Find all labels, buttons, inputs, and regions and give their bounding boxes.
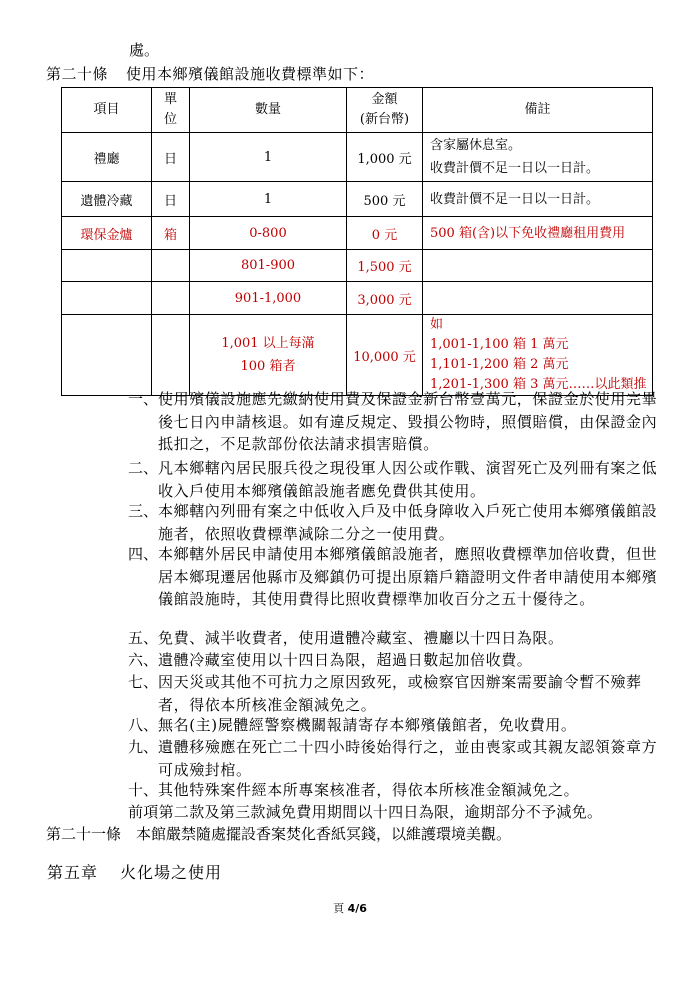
- provision-text: 無名(主)屍體經警察機關報請寄存本鄉殯儀館者，免收費用。: [158, 716, 577, 734]
- cell-item: [62, 250, 152, 282]
- qty-line: 100 箱者: [240, 359, 296, 374]
- header-quantity: 數量: [190, 88, 347, 133]
- article-20-number: 第二十條: [46, 65, 109, 83]
- top-fragment: 處。: [129, 41, 160, 59]
- cell-unit: [152, 282, 190, 315]
- table-row: [62, 250, 653, 282]
- cell-unit: [152, 250, 190, 282]
- cell-amount: 500 元: [347, 182, 423, 217]
- provision-text: 免費、減半收費者，使用遺體冷藏室、禮廳以十四日為限。: [158, 629, 564, 647]
- header-remarks: 備註: [423, 88, 653, 133]
- cell-amount: 1,500 元: [347, 250, 423, 282]
- cell-remarks: [423, 182, 653, 217]
- chapter-heading: [47, 860, 222, 883]
- fee-table-header: [62, 88, 653, 133]
- remark-line: 1,001-1,100 箱 1 萬元: [430, 337, 569, 352]
- cell-unit: 日: [152, 133, 190, 182]
- header-unit-line2: 位: [163, 112, 177, 127]
- article-21-number: 第二十一條: [46, 825, 122, 843]
- provision-text: 遺體移殮應在死亡二十四小時後始得行之，並由喪家或其親友認領簽章方可成殮封棺。: [158, 738, 658, 779]
- provision-text: 使用殯儀設施應先繳納使用費及保證金新台幣壹萬元，保證金於使用完畢後七日內申請核退。如有違反規定、毀損公物時，照價賠償，由保證金內抵扣之，不足款部份依法請求損害賠償。: [158, 390, 658, 453]
- header-item: 項目: [62, 88, 152, 133]
- remark-line: 含家屬休息室。: [430, 138, 522, 153]
- cell-item: 禮廳: [62, 133, 152, 182]
- article-21: [46, 823, 511, 845]
- header-unit-line1: 單: [163, 92, 177, 107]
- cell-item: 環保金爐: [62, 217, 152, 250]
- provision-marker: 三、: [128, 502, 159, 520]
- remark-line: 1,101-1,200 箱 2 萬元: [430, 357, 569, 372]
- provision-text: 其他特殊案件經本所專案核准者，得依本所核准金額減免之。: [158, 781, 580, 799]
- provision-marker: 一、: [128, 390, 159, 408]
- cell-unit: 箱: [152, 217, 190, 250]
- cell-remarks: [423, 217, 653, 250]
- cell-amount: 0 元: [347, 217, 423, 250]
- cell-amount: 3,000 元: [347, 282, 423, 315]
- header-amount: [347, 88, 423, 133]
- cell-item: 遺體冷藏: [62, 182, 152, 217]
- cell-remarks: [423, 315, 653, 396]
- chapter-number: 第五章: [47, 863, 99, 882]
- provision-marker: 二、: [128, 459, 159, 477]
- table-row: [62, 133, 653, 182]
- cell-amount: 1,000 元: [347, 133, 423, 182]
- table-row: [62, 282, 653, 315]
- cell-unit: 日: [152, 182, 190, 217]
- cell-item: [62, 315, 152, 396]
- cell-qty: 1: [190, 133, 347, 182]
- chapter-title: 火化場之使用: [120, 863, 223, 882]
- remark-line: 收費計價不足一日以一日計。: [430, 191, 600, 207]
- table-row: [62, 315, 653, 396]
- footer-total: 6: [359, 902, 367, 915]
- article-21-text: 本館嚴禁隨處擺設香案焚化香紙冥錢，以維護環境美觀。: [136, 825, 512, 843]
- header-unit: [152, 88, 190, 133]
- fee-table: [61, 87, 653, 396]
- provision-marker: 六、: [128, 651, 159, 669]
- provision-text: 本鄉轄內列冊有案之中低收入戶及中低身障收入戶死亡使用本鄉殯儀館設施者，依照收費標準減除二分之一使用費。: [158, 502, 658, 543]
- cell-qty: 0-800: [190, 217, 347, 250]
- cell-amount: 10,000 元: [347, 315, 423, 396]
- footer-prefix: 頁: [333, 902, 345, 915]
- cell-remarks: [423, 133, 653, 182]
- provision-text: 因天災或其他不可抗力之原因致死，或檢察官因辦案需要諭令暫不殮葬者，得依本所核准金額減免之。: [158, 673, 642, 714]
- article-20-heading: [46, 63, 374, 84]
- cell-item: [62, 282, 152, 315]
- page-footer: [0, 900, 700, 916]
- provision-text: 凡本鄉轄內居民服兵役之現役軍人因公或作戰、演習死亡及列冊有案之低收入戶使用本鄉殯儀館設施者應免費供其使用。: [158, 459, 658, 500]
- qty-line: 1,001 以上每滿: [221, 336, 315, 351]
- provision-marker: 四、: [128, 545, 159, 563]
- table-row: [62, 182, 653, 217]
- provision-marker: 五、: [128, 629, 159, 647]
- remark-line: 500 箱(含)以下免收禮廳租用費用: [430, 225, 626, 241]
- provision-marker: 七、: [128, 673, 159, 691]
- provision-text: 遺體冷藏室使用以十四日為限，超過日數起加倍收費。: [158, 651, 533, 669]
- footer-page: 4: [347, 902, 356, 915]
- cell-remarks: [423, 250, 653, 282]
- cell-unit: [152, 315, 190, 396]
- cell-remarks: [423, 282, 653, 315]
- cell-qty: [190, 315, 347, 396]
- provision-text: 本鄉轄外居民申請使用本鄉殯儀館設施者，應照收費標準加倍收費，但世居本鄉現遷居他縣市及鄉鎮仍可提出原籍戶籍證明文件者申請使用本鄉殯儀館設施時，其使用費得比照收費標準加收百分之五十優待之。: [158, 545, 658, 608]
- provision-marker: 八、: [128, 716, 159, 734]
- provision-marker: 九、: [128, 738, 159, 756]
- remark-line: 收費計價不足一日以一日計。: [430, 161, 600, 176]
- remark-line: 如: [430, 317, 444, 332]
- header-amount-line1: 金額: [371, 92, 398, 107]
- remark-line: 1,201-1,300 箱 3 萬元……以此類推: [430, 377, 647, 392]
- cell-qty: 801-900: [190, 250, 347, 282]
- header-amount-line2: (新台幣): [359, 112, 410, 127]
- closing-note: 前項第二款及第三款減免費用期間以十四日為限，逾期部分不予減免。: [128, 803, 603, 821]
- provision-marker: 十、: [128, 781, 159, 799]
- footer-sep: /: [355, 902, 360, 915]
- cell-qty: 901-1,000: [190, 282, 347, 315]
- article-20-text: 使用本鄉殯儀館設施收費標準如下：: [126, 65, 375, 83]
- cell-qty: 1: [190, 182, 347, 217]
- table-row: [62, 217, 653, 250]
